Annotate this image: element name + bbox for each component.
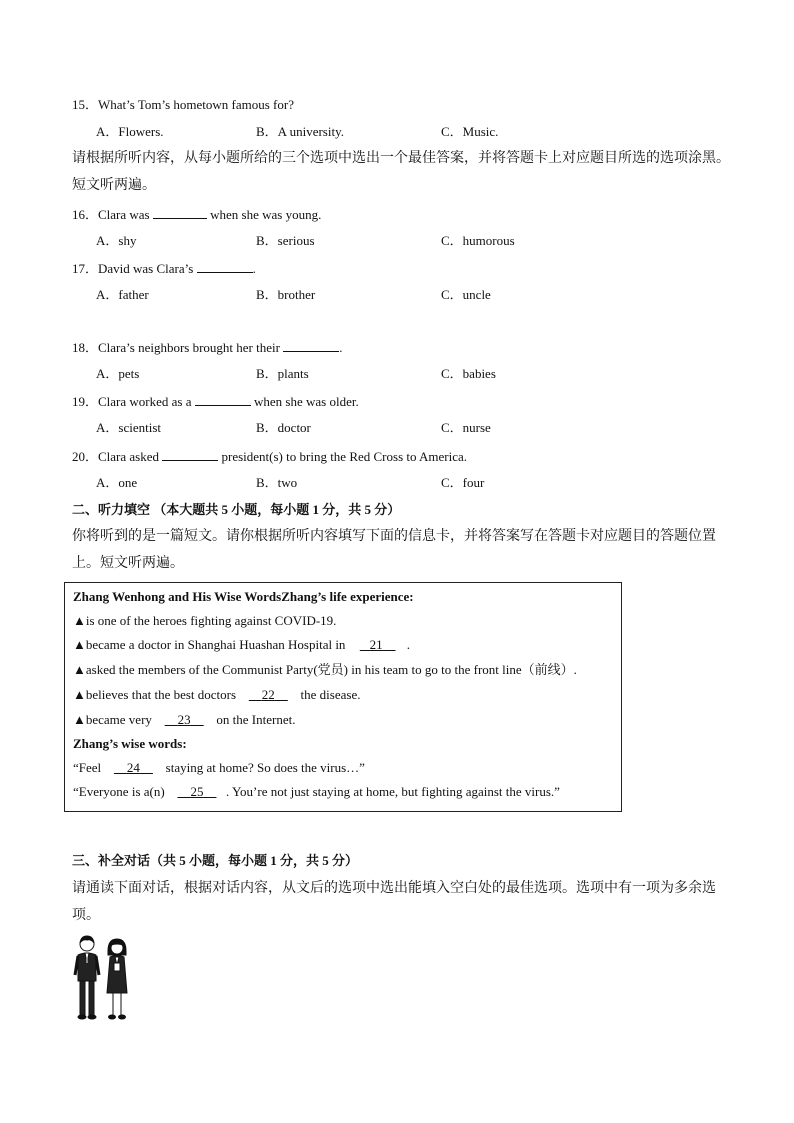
q19-option-b: B．doctor bbox=[256, 420, 311, 435]
section2-instruction-line-1: 你将听到的是一篇短文。请你根据所听内容填写下面的信息卡，并将答案写在答题卡对应题目的答题位置 bbox=[72, 529, 716, 544]
info-line-2-after: . bbox=[406, 637, 410, 652]
q17-stem bbox=[72, 260, 256, 277]
q18-option-b: B．plants bbox=[256, 366, 309, 381]
info-blank-21-number: 21 bbox=[369, 637, 383, 652]
info-line-5-before: ▲became very bbox=[73, 712, 156, 727]
q20-option-b: B．two bbox=[256, 475, 298, 490]
q18-option-a: A．pets bbox=[96, 366, 140, 381]
q17-option-b: B．brother bbox=[256, 287, 316, 302]
info-blank-22-number: 22 bbox=[261, 687, 275, 702]
q17-option-a: A．father bbox=[96, 287, 149, 302]
info-line-2-before: ▲became a doctor in Shanghai Huashan Hospital in bbox=[73, 637, 349, 652]
q17-blank bbox=[197, 260, 253, 273]
q20-option-c: C．four bbox=[441, 475, 485, 490]
boy-figure bbox=[75, 936, 99, 1019]
info-line-5 bbox=[73, 712, 295, 728]
q18-option-c: C．babies bbox=[441, 366, 496, 381]
info-blank-22 bbox=[239, 687, 297, 703]
info-line-5-after: on the Internet. bbox=[213, 712, 296, 727]
girl-figure bbox=[107, 939, 127, 1019]
q20-option-a: A．one bbox=[96, 475, 138, 490]
q16-option-c: C．humorous bbox=[441, 233, 515, 248]
info-blank-25 bbox=[168, 784, 226, 800]
q17-stem-after: . bbox=[252, 261, 256, 276]
info-line-6-before: “Feel bbox=[73, 760, 105, 775]
info-line-7 bbox=[73, 784, 560, 800]
info-blank-25-number: 25 bbox=[190, 784, 204, 799]
section3-heading: 三、补全对话（共 5 小题，每小题 1 分，共 5 分） bbox=[72, 853, 359, 868]
section3-instruction-line-1: 请通读下面对话，根据对话内容，从文后的选项中选出能填入空白处的最佳选项。选项中有一项为多余选 bbox=[72, 881, 716, 896]
q16-stem-before: 16．Clara was bbox=[72, 207, 153, 222]
q18-stem-before: 18．Clara’s neighbors brought her their bbox=[72, 340, 284, 355]
section3-instruction-line-2: 项。 bbox=[72, 908, 100, 923]
info-line-4-before: ▲believes that the best doctors bbox=[73, 687, 240, 702]
q19-stem bbox=[72, 393, 359, 410]
q17-stem-before: 17．David was Clara’s bbox=[72, 261, 197, 276]
q15-stem: 15．What’s Tom’s hometown famous for? bbox=[72, 97, 294, 112]
info-line-4 bbox=[73, 687, 360, 703]
info-line-6-after: staying at home? So does the virus…” bbox=[162, 760, 365, 775]
q16-stem-after: when she was young. bbox=[206, 207, 322, 222]
info-blank-24-number: 24 bbox=[126, 760, 140, 775]
instruction-line-1: 请根据所听内容，从每小题所给的三个选项中选出一个最佳答案，并将答题卡上对应题目所选的选项涂黑。 bbox=[72, 151, 730, 166]
q19-option-c: C．nurse bbox=[441, 420, 491, 435]
q19-stem-after: when she was older. bbox=[250, 394, 359, 409]
info-line-4-after: the disease. bbox=[297, 687, 361, 702]
q17-option-c: C．uncle bbox=[441, 287, 491, 302]
info-blank-24 bbox=[104, 760, 162, 776]
q18-stem-after: . bbox=[339, 340, 343, 355]
q15-option-a: A．Flowers. bbox=[96, 124, 164, 139]
q20-stem bbox=[72, 448, 467, 465]
q15-option-c: C．Music. bbox=[441, 124, 499, 139]
info-blank-23 bbox=[155, 712, 213, 728]
info-line-6 bbox=[73, 760, 365, 776]
info-blank-23-number: 23 bbox=[177, 712, 191, 727]
info-line-2 bbox=[73, 637, 410, 653]
info-blank-21 bbox=[349, 637, 407, 653]
info-wise-words-title: Zhang’s wise words: bbox=[73, 736, 187, 751]
q16-stem bbox=[72, 206, 321, 223]
two-people-illustration bbox=[72, 935, 134, 1021]
q19-option-a: A．scientist bbox=[96, 420, 161, 435]
instruction-line-2: 短文听两遍。 bbox=[72, 178, 156, 193]
q20-stem-before: 20．Clara asked bbox=[72, 449, 163, 464]
q19-blank bbox=[195, 393, 251, 406]
q19-stem-before: 19．Clara worked as a bbox=[72, 394, 195, 409]
q15-option-b: B．A university. bbox=[256, 124, 344, 139]
q16-blank bbox=[153, 206, 207, 219]
section2-heading: 二、听力填空 （本大题共 5 小题，每小题 1 分，共 5 分） bbox=[72, 502, 401, 517]
q16-option-a: A．shy bbox=[96, 233, 137, 248]
info-line-3: ▲asked the members of the Communist Party(党员) in his team to go to the front line（前线）. bbox=[73, 662, 577, 677]
info-line-7-after: . You’re not just staying at home, but fighting against the virus.” bbox=[225, 784, 560, 799]
q20-blank bbox=[162, 448, 218, 461]
info-line-7-before: “Everyone is a(n) bbox=[73, 784, 168, 799]
info-card bbox=[64, 582, 622, 812]
q16-option-b: B．serious bbox=[256, 233, 315, 248]
section2-instruction-line-2: 上。短文听两遍。 bbox=[72, 556, 184, 571]
q18-stem bbox=[72, 339, 342, 356]
q18-blank bbox=[283, 339, 339, 352]
info-card-title: Zhang Wenhong and His Wise WordsZhang’s life experience: bbox=[73, 589, 414, 604]
q20-stem-after: president(s) to bring the Red Cross to America. bbox=[218, 449, 468, 464]
info-line-1: ▲is one of the heroes fighting against COVID-19. bbox=[73, 613, 337, 628]
